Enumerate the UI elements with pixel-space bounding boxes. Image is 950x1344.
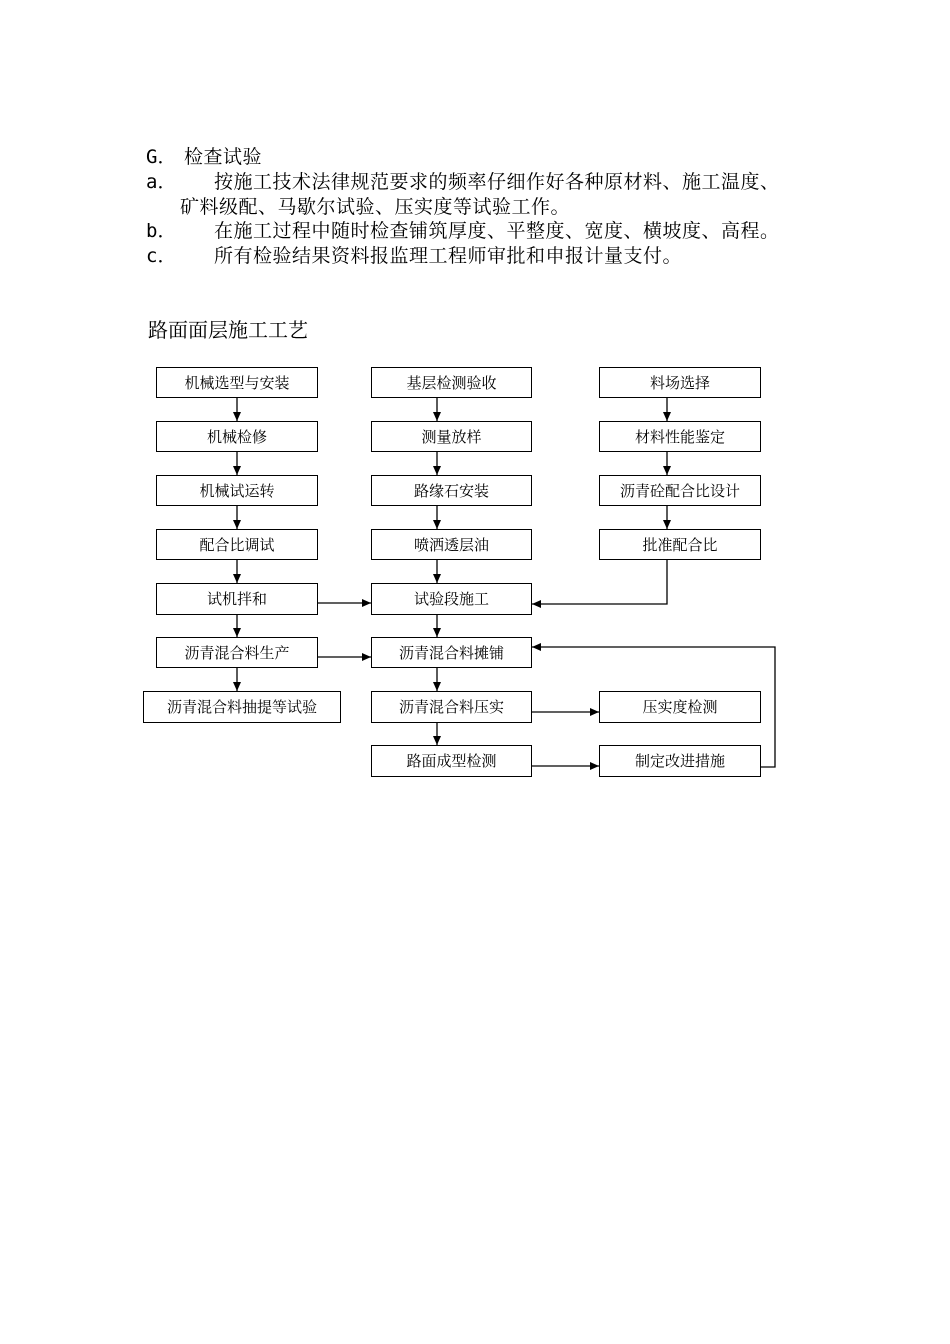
flow-box-right-1: 料场选择 bbox=[599, 367, 761, 398]
flow-box-right-4: 批准配合比 bbox=[599, 529, 761, 560]
flowchart-title: 路面面层施工工艺 bbox=[148, 318, 308, 342]
flow-box-right-6: 制定改进措施 bbox=[599, 745, 761, 777]
item-a-marker: a． bbox=[146, 171, 177, 193]
flow-box-mid-6: 沥青混合料摊铺 bbox=[371, 637, 532, 668]
flow-box-left-7-label: 沥青混合料抽提等试验 bbox=[166, 698, 317, 716]
flow-box-mid-5: 试验段施工 bbox=[371, 583, 532, 615]
item-b-marker: b． bbox=[146, 220, 177, 242]
item-b-line1: 在施工过程中随时检查铺筑厚度、平整度、宽度、横坡度、高程。 bbox=[214, 220, 780, 242]
flow-box-left-6: 沥青混合料生产 bbox=[156, 637, 318, 668]
flow-box-mid-3: 路缘石安装 bbox=[371, 475, 532, 506]
flow-box-mid-7: 沥青混合料压实 bbox=[371, 691, 532, 723]
flow-box-right-2: 材料性能鉴定 bbox=[599, 421, 761, 452]
flow-box-left-7 bbox=[143, 691, 341, 723]
flow-box-mid-1: 基层检测验收 bbox=[371, 367, 532, 398]
flow-box-mid-2: 测量放样 bbox=[371, 421, 532, 452]
item-c-line1: 所有检验结果资料报监理工程师审批和申报计量支付。 bbox=[214, 245, 683, 267]
item-a-line2: 矿料级配、马歇尔试验、压实度等试验工作。 bbox=[180, 196, 571, 218]
arrow-approved-ratio-to-trial-section bbox=[532, 560, 667, 604]
flow-box-left-4: 配合比调试 bbox=[156, 529, 318, 560]
flow-box-left-1: 机械选型与安装 bbox=[156, 367, 318, 398]
flow-box-left-2: 机械检修 bbox=[156, 421, 318, 452]
flow-box-mid-4: 喷洒透层油 bbox=[371, 529, 532, 560]
flow-box-right-5: 压实度检测 bbox=[599, 691, 761, 723]
flow-box-left-3: 机械试运转 bbox=[156, 475, 318, 506]
heading-marker: G． bbox=[146, 146, 177, 168]
flow-box-mid-8: 路面成型检测 bbox=[371, 745, 532, 777]
section-heading: 检查试验 bbox=[184, 146, 263, 168]
item-a-line1: 按施工技术法律规范要求的频率仔细作好各种原材料、施工温度、 bbox=[214, 171, 780, 193]
flow-box-right-3: 沥青砼配合比设计 bbox=[599, 475, 761, 506]
item-c-marker: c． bbox=[146, 245, 177, 267]
flow-box-left-5: 试机拌和 bbox=[156, 583, 318, 615]
